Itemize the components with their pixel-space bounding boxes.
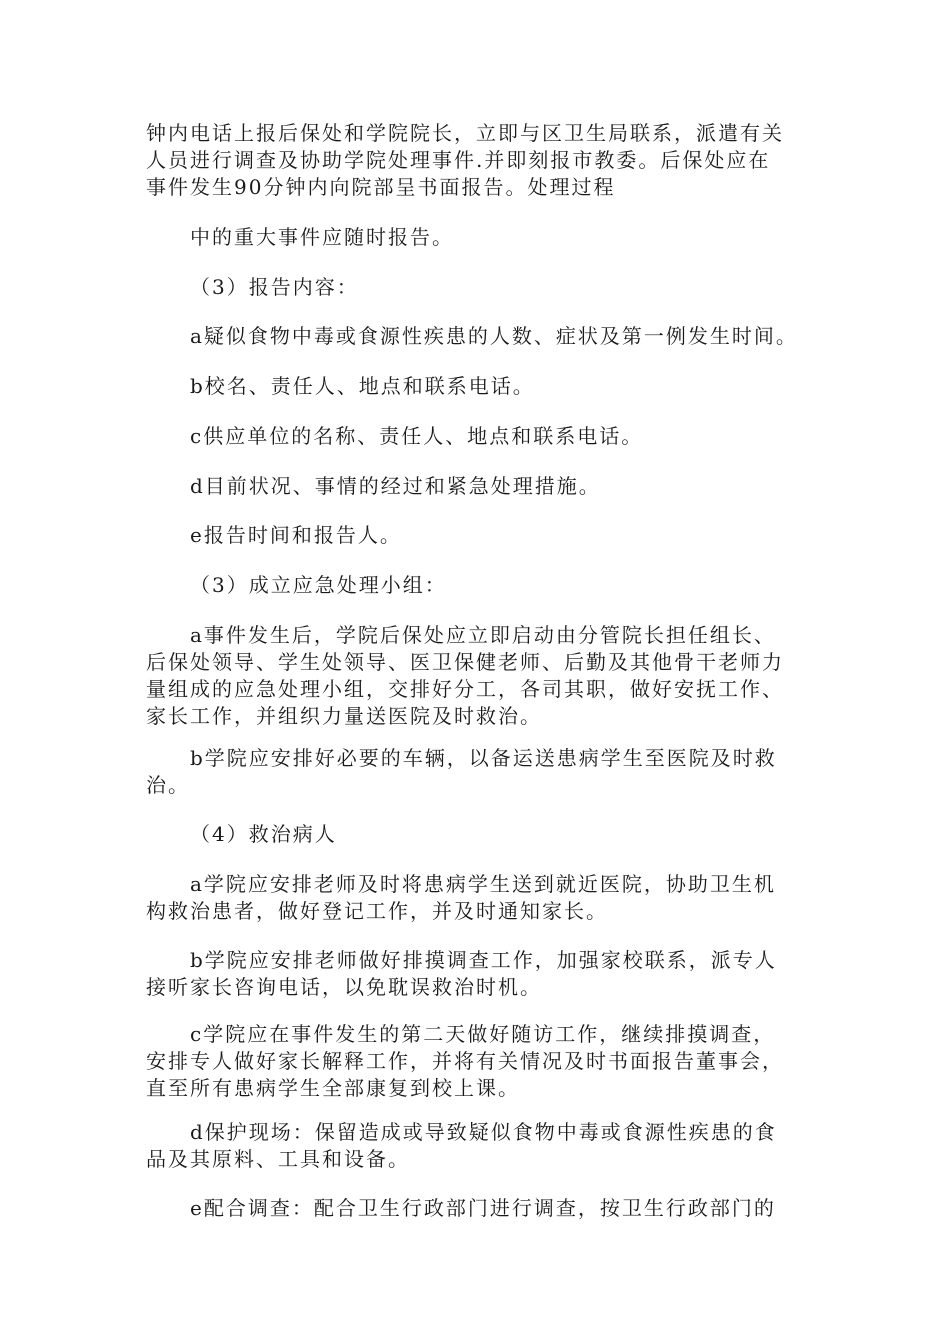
text-line: （3）报告内容： bbox=[190, 275, 359, 299]
paragraph bbox=[146, 1195, 810, 1222]
text-line: c供应单位的名称、责任人、地点和联系电话。 bbox=[190, 424, 644, 448]
paragraph bbox=[146, 1021, 810, 1102]
paragraph bbox=[146, 622, 810, 730]
paragraph bbox=[146, 373, 810, 400]
text-line: 品及其原料、工具和设备。 bbox=[146, 1147, 410, 1171]
paragraph bbox=[146, 745, 810, 799]
text-line: 钟内电话上报后保处和学院院长，立即与区卫生局联系，派遣有关 bbox=[146, 121, 784, 145]
text-line: e配合调查：配合卫生行政部门进行调查，按卫生行政部门的 bbox=[190, 1196, 776, 1220]
text-line: 构救治患者，做好登记工作，并及时通知家长。 bbox=[146, 899, 608, 923]
paragraph bbox=[146, 473, 810, 500]
text-line: d目前状况、事情的经过和紧急处理措施。 bbox=[190, 474, 601, 498]
paragraph bbox=[146, 120, 810, 201]
paragraph bbox=[146, 274, 810, 301]
text-line: 事件发生90分钟内向院部呈书面报告。处理过程 bbox=[146, 175, 616, 199]
text-line: b校名、责任人、地点和联系电话。 bbox=[190, 374, 535, 398]
text-line: 量组成的应急处理小组，交排好分工，各司其职，做好安抚工作、 bbox=[146, 677, 784, 701]
paragraph bbox=[146, 224, 810, 251]
text-line: （4）救治病人 bbox=[190, 822, 337, 846]
text-line: 人员进行调查及协助学院处理事件.并即刻报市教委。后保处应在 bbox=[146, 148, 771, 172]
text-line: （3）成立应急处理小组： bbox=[190, 573, 447, 597]
text-line: d保护现场：保留造成或导致疑似食物中毒或食源性疾患的食 bbox=[190, 1120, 777, 1144]
paragraph bbox=[146, 323, 810, 350]
text-line: 治。 bbox=[146, 773, 190, 797]
text-line: b学院应安排好必要的车辆，以备运送患病学生至医院及时救 bbox=[190, 746, 777, 770]
paragraph bbox=[146, 947, 810, 1001]
paragraph bbox=[146, 871, 810, 925]
text-line: b学院应安排老师做好排摸调查工作，加强家校联系，派专人 bbox=[190, 948, 777, 972]
paragraph bbox=[146, 423, 810, 450]
text-line: a疑似食物中毒或食源性疾患的人数、症状及第一例发生时间。 bbox=[190, 324, 798, 348]
paragraph bbox=[146, 572, 810, 599]
text-line: a事件发生后，学院后保处应立即启动由分管院长担任组长、 bbox=[190, 623, 776, 647]
paragraph bbox=[146, 1119, 810, 1173]
text-line: 接听家长咨询电话，以免耽误救治时机。 bbox=[146, 975, 542, 999]
text-line: 直至所有患病学生全部康复到校上课。 bbox=[146, 1076, 520, 1100]
text-line: 家长工作，并组织力量送医院及时救治。 bbox=[146, 704, 542, 728]
text-line: 中的重大事件应随时报告。 bbox=[190, 225, 454, 249]
paragraph bbox=[146, 821, 810, 848]
text-line: 后保处领导、学生处领导、医卫保健老师、后勤及其他骨干老师力 bbox=[146, 650, 784, 674]
paragraph bbox=[146, 522, 810, 549]
text-line: e报告时间和报告人。 bbox=[190, 523, 402, 547]
text-line: c学院应在事件发生的第二天做好随访工作，继续排摸调查， bbox=[190, 1022, 776, 1046]
text-line: 安排专人做好家长解释工作，并将有关情况及时书面报告董事会， bbox=[146, 1049, 784, 1073]
text-line: a学院应安排老师及时将患病学生送到就近医院，协助卫生机 bbox=[190, 872, 776, 896]
